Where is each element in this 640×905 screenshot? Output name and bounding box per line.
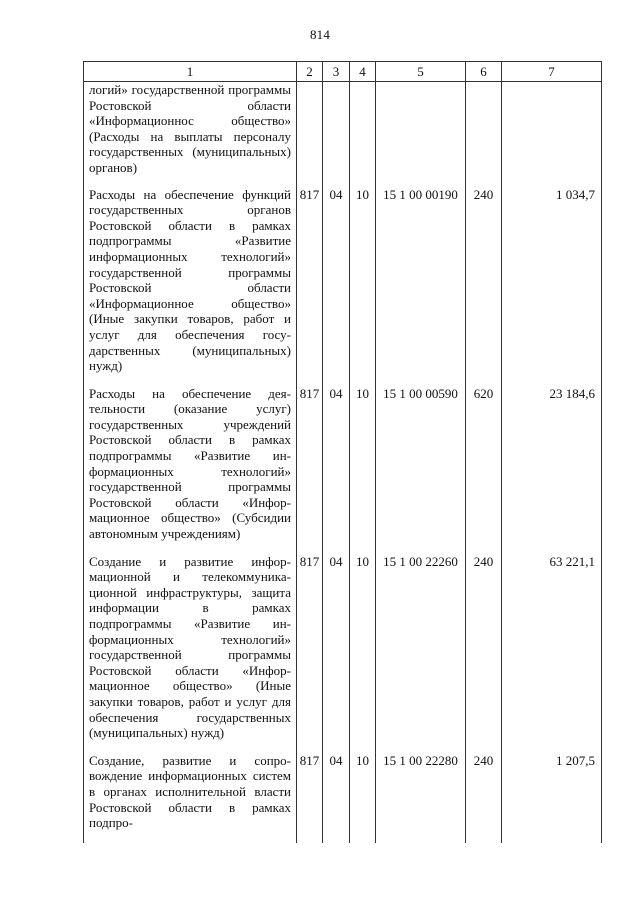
row-subsection-code: 10 (350, 554, 376, 753)
row-subsection-code: 10 (350, 386, 376, 554)
row-expense-type: 240 (466, 554, 502, 753)
row-target-article: 15 1 00 00190 (376, 187, 466, 386)
row-description: Расходы на обеспечение функций государственных органов Ростовской области в рамках подпрограммы «Развитие информационных технологий» государственной программы Ростовской области «Информационное общество» (Иные закупки товаров, работ и услуг для обеспечения государственных (муниципальных) нужд) (84, 187, 297, 386)
row-section-code (323, 82, 350, 187)
row-expense-type: 240 (466, 187, 502, 386)
row-description: Расходы на обеспечение деятельности (оказание услуг) государственных учреждений Ростовской области в рамках подпрограммы «Развитие информационных технологий» государственной программы Ростовской области «Информационное общество» (Субсидии автономным учреждениям) (84, 386, 297, 554)
row-target-article: 15 1 00 00590 (376, 386, 466, 554)
row-ministry-code: 817 (297, 554, 323, 753)
row-amount: 63 221,1 (502, 554, 602, 753)
row-ministry-code: 817 (297, 753, 323, 843)
row-description: Создание и развитие информационной и телекоммуникационной инфраструктуры, защита информации в рамках подпрограммы «Развитие информационных технологий» государственной программы Ростовской области «Информационное общество» (Иные закупки товаров, работ и услуг для обеспечения государственных (муниципальных) нужд) (84, 554, 297, 753)
row-amount: 1 034,7 (502, 187, 602, 386)
row-section-code: 04 (323, 753, 350, 843)
page-number: 814 (309, 27, 331, 42)
budget-table (83, 61, 602, 843)
header-row (84, 62, 602, 82)
row-expense-type: 620 (466, 386, 502, 554)
row-amount: 23 184,6 (502, 386, 602, 554)
row-target-article: 15 1 00 22260 (376, 554, 466, 753)
row-section-code: 04 (323, 386, 350, 554)
table-row (84, 187, 602, 386)
column-header-7: 7 (502, 62, 602, 82)
row-expense-type (466, 82, 502, 187)
column-header-6: 6 (466, 62, 502, 82)
row-section-code: 04 (323, 554, 350, 753)
row-ministry-code (297, 82, 323, 187)
row-description: логий» государственной программы Ростовской области «Информационнос общество» (Расходы на выплаты персоналу государственных (муниципальных) органов) (84, 82, 297, 187)
table-row (84, 82, 602, 187)
row-amount (502, 82, 602, 187)
column-header-3: 3 (323, 62, 350, 82)
row-subsection-code (350, 82, 376, 187)
table-row (84, 753, 602, 843)
row-target-article: 15 1 00 22280 (376, 753, 466, 843)
table-row (84, 386, 602, 554)
column-header-2: 2 (297, 62, 323, 82)
row-ministry-code: 817 (297, 386, 323, 554)
table-row (84, 554, 602, 753)
column-header-5: 5 (376, 62, 466, 82)
row-description: Создание, развитие и сопровождение информационных систем в органах исполнительной власти Ростовской области в рамках подпро- (84, 753, 297, 843)
row-expense-type: 240 (466, 753, 502, 843)
row-ministry-code: 817 (297, 187, 323, 386)
row-subsection-code: 10 (350, 187, 376, 386)
row-amount: 1 207,5 (502, 753, 602, 843)
column-header-1: 1 (84, 62, 297, 82)
row-section-code: 04 (323, 187, 350, 386)
row-subsection-code: 10 (350, 753, 376, 843)
row-target-article (376, 82, 466, 187)
column-header-4: 4 (350, 62, 376, 82)
